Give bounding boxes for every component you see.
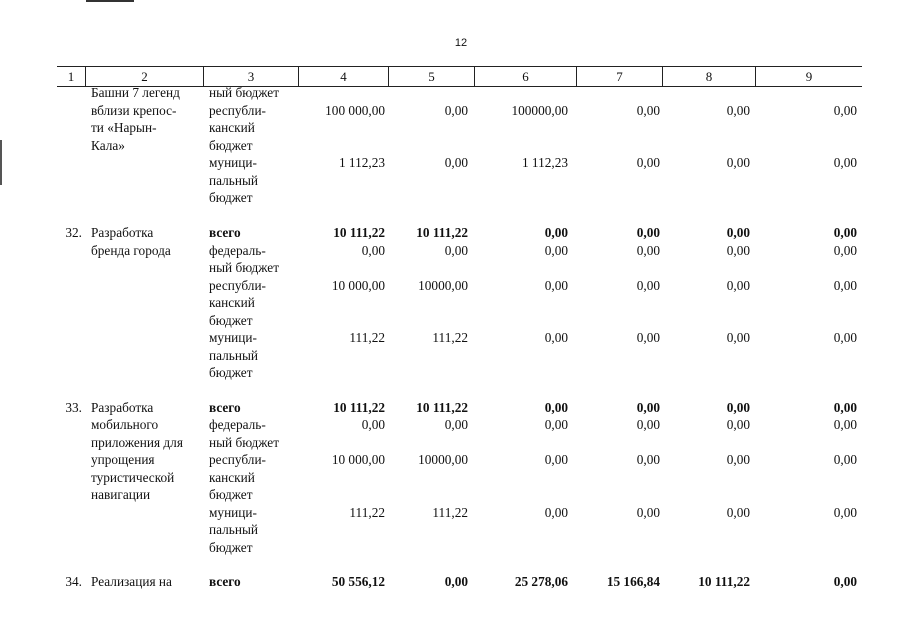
funding-source: муници- xyxy=(209,504,257,520)
funding-source: республи- xyxy=(209,102,266,118)
value-cell: 0,00 xyxy=(726,399,750,415)
funding-source: ный бюджет xyxy=(209,85,280,100)
value-cell: 0,00 xyxy=(636,399,660,415)
value-cell: 0,00 xyxy=(833,452,857,467)
value-cell: 0,00 xyxy=(444,574,468,589)
page-number: 12 xyxy=(454,37,468,49)
funding-source: бюджет xyxy=(209,190,253,205)
funding-source: бюджет xyxy=(209,365,253,380)
value-cell: 1 112,23 xyxy=(521,155,568,170)
item-name: мобильного xyxy=(91,417,159,432)
value-cell: 0,00 xyxy=(636,277,660,293)
value-cell: 0,00 xyxy=(833,155,857,170)
funding-source: пальный xyxy=(209,347,258,363)
funding-source: федераль- xyxy=(209,242,266,258)
funding-source: канский xyxy=(209,295,255,310)
funding-source: республи- xyxy=(209,277,266,293)
value-cell: 10 000,00 xyxy=(331,452,385,467)
value-cell: 25 278,06 xyxy=(514,574,568,589)
header-cell: 8 xyxy=(662,67,755,86)
item-name: вблизи крепос- xyxy=(91,102,177,118)
value-cell: 10 111,22 xyxy=(333,225,385,240)
value-cell: 0,00 xyxy=(636,225,660,240)
value-cell: 0,00 xyxy=(544,504,568,520)
item-number: 34. xyxy=(65,574,82,589)
value-cell: 10 111,22 xyxy=(698,574,750,589)
item-name: бренда города xyxy=(91,242,171,258)
value-cell: 0,00 xyxy=(361,242,385,258)
item-name: Башни 7 легенд xyxy=(91,85,180,100)
item-name: Разработка xyxy=(91,399,154,415)
value-cell: 0,00 xyxy=(636,417,660,432)
value-cell: 0,00 xyxy=(636,102,660,118)
value-cell: 0,00 xyxy=(444,102,468,118)
value-cell: 0,00 xyxy=(833,242,857,258)
value-cell: 0,00 xyxy=(544,330,568,345)
item-number: 32. xyxy=(65,225,82,240)
value-cell: 0,00 xyxy=(444,417,468,432)
value-cell: 0,00 xyxy=(726,452,750,467)
value-cell: 10 000,00 xyxy=(331,277,385,293)
item-name: Разработка xyxy=(91,225,154,240)
item-number: 33. xyxy=(65,399,82,415)
item-name: ти «Нарын- xyxy=(91,120,157,135)
value-cell: 0,00 xyxy=(833,277,857,293)
funding-source-total: всего xyxy=(209,225,241,240)
item-name: Кала» xyxy=(91,137,125,153)
header-cell: 4 xyxy=(298,67,388,86)
funding-source: муници- xyxy=(209,155,257,170)
value-cell: 10 111,22 xyxy=(416,225,468,240)
value-cell: 100 000,00 xyxy=(325,102,385,118)
header-cell: 2 xyxy=(85,67,203,86)
item-name: приложения для xyxy=(91,434,183,450)
value-cell: 0,00 xyxy=(544,225,568,240)
value-cell: 0,00 xyxy=(361,417,385,432)
value-cell: 0,00 xyxy=(444,242,468,258)
value-cell: 0,00 xyxy=(636,330,660,345)
value-cell: 0,00 xyxy=(544,242,568,258)
funding-source: бюджет xyxy=(209,137,253,153)
scan-mark xyxy=(0,140,2,185)
value-cell: 0,00 xyxy=(833,399,857,415)
value-cell: 0,00 xyxy=(636,242,660,258)
value-cell: 111,22 xyxy=(349,330,385,345)
value-cell: 10000,00 xyxy=(418,277,468,293)
funding-source: канский xyxy=(209,469,255,485)
header-cell: 6 xyxy=(474,67,576,86)
header-cell: 9 xyxy=(755,67,862,86)
value-cell: 15 166,84 xyxy=(606,574,660,589)
value-cell: 0,00 xyxy=(833,225,857,240)
value-cell: 0,00 xyxy=(636,155,660,170)
value-cell: 0,00 xyxy=(544,417,568,432)
funding-source: бюджет xyxy=(209,539,253,555)
value-cell: 0,00 xyxy=(833,330,857,345)
header-cell: 5 xyxy=(388,67,474,86)
value-cell: 10000,00 xyxy=(418,452,468,467)
funding-source-total: всего xyxy=(209,399,241,415)
item-name: туристической xyxy=(91,469,175,485)
value-cell: 0,00 xyxy=(636,504,660,520)
value-cell: 10 111,22 xyxy=(333,399,385,415)
value-cell: 100000,00 xyxy=(511,102,568,118)
value-cell: 0,00 xyxy=(833,574,857,589)
funding-source-total: всего xyxy=(209,574,241,589)
item-name: Реализация на xyxy=(91,574,172,589)
funding-source: пальный xyxy=(209,172,258,188)
value-cell: 0,00 xyxy=(444,155,468,170)
funding-source: бюджет xyxy=(209,487,253,502)
value-cell: 0,00 xyxy=(726,242,750,258)
value-cell: 0,00 xyxy=(544,277,568,293)
value-cell: 0,00 xyxy=(726,277,750,293)
value-cell: 0,00 xyxy=(833,102,857,118)
value-cell: 111,22 xyxy=(432,330,468,345)
item-name: упрощения xyxy=(91,452,155,467)
funding-source: республи- xyxy=(209,452,266,467)
value-cell: 0,00 xyxy=(544,452,568,467)
value-cell: 0,00 xyxy=(726,225,750,240)
value-cell: 0,00 xyxy=(833,504,857,520)
header-cell: 7 xyxy=(576,67,662,86)
value-cell: 0,00 xyxy=(726,102,750,118)
value-cell: 0,00 xyxy=(726,155,750,170)
value-cell: 0,00 xyxy=(544,399,568,415)
value-cell: 111,22 xyxy=(349,504,385,520)
funding-source: бюджет xyxy=(209,312,253,328)
value-cell: 0,00 xyxy=(726,504,750,520)
scan-mark xyxy=(86,0,134,2)
funding-source: пальный xyxy=(209,522,258,537)
value-cell: 0,00 xyxy=(726,330,750,345)
value-cell: 111,22 xyxy=(432,504,468,520)
value-cell: 0,00 xyxy=(636,452,660,467)
value-cell: 10 111,22 xyxy=(416,399,468,415)
value-cell: 50 556,12 xyxy=(331,574,385,589)
header-cell: 3 xyxy=(203,67,298,86)
funding-source: муници- xyxy=(209,330,257,345)
funding-source: канский xyxy=(209,120,255,135)
funding-source: ный бюджет xyxy=(209,434,280,450)
header-cell: 1 xyxy=(67,69,75,84)
value-cell: 0,00 xyxy=(833,417,857,432)
funding-source: ный бюджет xyxy=(209,260,280,275)
value-cell: 0,00 xyxy=(726,417,750,432)
item-name: навигации xyxy=(91,487,151,502)
value-cell: 1 112,23 xyxy=(338,155,385,170)
funding-source: федераль- xyxy=(209,417,266,432)
